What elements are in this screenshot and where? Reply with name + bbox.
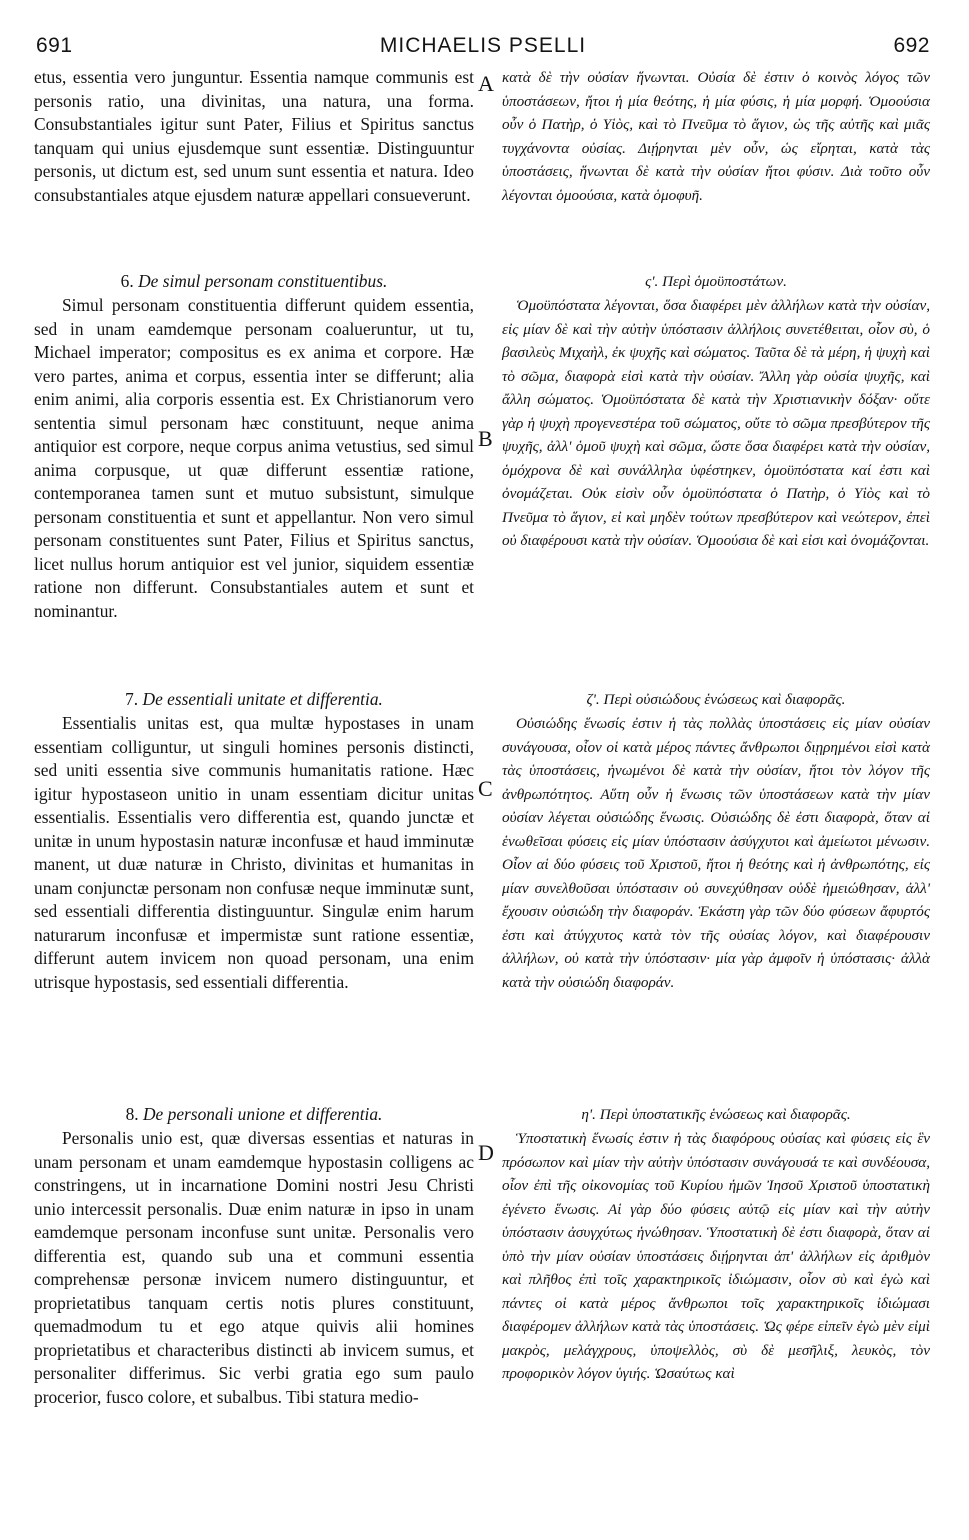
section-number: 6. <box>120 271 134 291</box>
greek-section-7-text: Οὐσιώδης ἕνωσίς ἐστιν ἡ τὰς πολλὰς ὑποστάσεις εἰς μίαν οὐσίαν συνάγουσα, οἷον οἱ κατὰ μέρος πάντες ἄνθρωποι διῃρημένοι εἰσὶ κατὰ τὰς ὑποστάσεις, ἡνωμένοι δὲ κατὰ τὴν οὐσίαν, ἤτοι τὸν λόγον τῆς ἀνθρωπότητος. Αὕτη οὖν ἡ ἕνωσις τῶν ὑποστάσεων κατὰ τὴν μίαν οὐσίαν λέγεται οὐσιώδης ἕνωσις. Οὐσιώδης δὲ ἐστι διαφορὰ, ὅταν αἱ ἑνωθεῖσαι φύσεις εἰς μίαν ὑπόστασιν ἀσύγχυτοι καὶ ἀμείωτοι μένωσιν. Οἷον αἱ δύο φύσεις τοῦ Χριστοῦ, ἤτοι ἡ θεότης καὶ ἡ ἀνθρωπότης, εἰς μίαν συνελθοῦσαι ὑπόστασιν οὐ συνεχύθησαν οὐδὲ ἠμειώθησαν, ἀλλ' ἔχουσιν οὐσιώδη τὴν διαφοράν. Ἑκάστη γὰρ τῶν δύο φύσεων ἄφυρτός ἐστι καὶ ἀτύγχυτος κατὰ τὸν τῆς οὐσίας λόγον, καὶ διαφέρουσιν ἀλλήλων, οὐ κατὰ τὴν ὑπόστασιν· μία γὰρ ἀμφοῖν ἡ ὑπόστασις· ἀλλὰ κατὰ τὴν οὐσιώδη διαφοράν. <box>502 715 930 991</box>
greek-section-8-heading: η'. Περὶ ὑποστατικῆς ἑνώσεως καὶ διαφορᾶς. <box>581 1106 851 1123</box>
greek-section-7 <box>502 688 930 994</box>
section-title: De personali unione et differentia. <box>143 1104 383 1124</box>
greek-column <box>502 66 930 1382</box>
greek-section-6-text: Ὁμοϋπόστατα λέγονται, ὅσα διαφέρει μὲν ἀλλήλων κατὰ τὴν οὐσίαν, εἰς μίαν δὲ καὶ τὴν αὐτὴν ὑπόστασιν ἀλλήλοις συνετέθειται, οἷον σὺ, ὁ βασιλεὺς Μιχαὴλ, ἐκ ψυχῆς καὶ σώματος. Ταῦτα δὲ τὰ μέρη, ἡ ψυχὴ καὶ τὸ σῶμα, διαφορὰ εἰσὶ κατὰ τὴν οὐσίαν. Ἄλλη γὰρ οὐσία ψυχῆς, καὶ ἄλλη σώματος. Ὁμοϋπόστατα δὲ κατὰ τὴν Χριστιανικὴν δόξαν· οὔτε γὰρ ἡ ψυχὴ προγενεστέρα τοῦ σώματος, οὔτε τὸ σῶμα πρεσβύτερον τῆς ψυχῆς, ἀλλ' ὁμοῦ ψυχὴ καὶ σῶμα, ὥστε ὅσα διαφέρει κατὰ τὴν οὐσίαν, ὁμόχρονα δὲ καὶ συνάλληλα ὑφέστηκεν, ὁμοϋπόστατα καί ἐστι καὶ ὀνομάζεται. Οὐκ εἰσὶν οὖν ὁμοϋπόστατα ὁ Πατὴρ, ὁ Υἱὸς καὶ τὸ Πνεῦμα τὸ ἅγιον, εἰ καὶ μηδὲν τούτων πρεσβύτερον καὶ νεώτερον, ἐπεὶ οὐ διαφέρουσι κατὰ τὴν οὐσίαν. Ὁμοούσια δὲ καὶ εἰσι καὶ ὀνομάζονται. <box>502 297 930 549</box>
greek-section-8 <box>502 1103 930 1386</box>
latin-section-8 <box>34 1103 474 1409</box>
margin-marker-c: C <box>478 776 493 801</box>
greek-section-7-heading: ζ'. Περὶ οὐσιώδους ἑνώσεως καὶ διαφορᾶς. <box>586 691 846 708</box>
margin-marker-b: B <box>478 426 493 451</box>
section-number: 7. <box>125 689 139 709</box>
latin-section-7-text: Essentialis unitas est, qua multæ hypostases in unam essentiam colliguntur, ut singuli homines personis distincti, sed uniti essentia sive communis humanitatis ratione. Hæc igitur hypostaseon unitio in unam essentiam dicitur unitas essentialis. Essentialis vero differentia est, quando junctæ et unitæ in unum hypostasin naturæ inconfusæ et haud imminutæ manent, ut duæ naturæ in Christo, divinitas et humanitas in unam conjunctæ personam non confusæ neque imminutæ sunt, sed essentiali differentia distinguuntur. Singulæ enim harum naturarum inconfusæ et impermistæ sunt ratione essentiæ, differunt autem invicem non quoad personam, una enim utrisque hypostasis, sed essentiali differentia. <box>34 713 474 992</box>
latin-column <box>34 66 474 1407</box>
greek-intro-paragraph: κατὰ δὲ τὴν οὐσίαν ἥνωνται. Οὐσία δὲ ἐστιν ὁ κοινὸς λόγος τῶν ὑποστάσεων, ἤτοι ἡ μία θεότης, ἡ μία φύσις, ἡ μία μορφή. Ὁμοούσια οὖν ὁ Πατὴρ, ὁ Υἱὸς, καὶ τὸ Πνεῦμα τὸ ἅγιον, ὡς τῆς αὐτῆς καὶ μιᾶς τυγχάνοντα οὐσίας. Διῄρηνται μὲν οὖν, ὡς εἴρηται, κατὰ τὰς ὑποστάσεις, ἥνωνται δὲ κατὰ τὴν οὐσίαν ἤτοι φύσιν. Διὰ τοῦτο οὖν λέγονται ὁμοούσια, κατὰ ὁμοφυῆ. <box>502 69 930 204</box>
greek-section-8-text: Ὑποστατικὴ ἕνωσίς ἐστιν ἡ τὰς διαφόρους οὐσίας καὶ φύσεις εἰς ἓν πρόσωπον καὶ μίαν τὴν αὐτὴν ὑπόστασιν συνάγουσά τε καὶ συνδέουσα, οἷον ἐπὶ τῆς οἰκονομίας τοῦ Κυρίου ἡμῶν Ἰησοῦ Χριστοῦ ὑποστατικὴ ἐγένετο ἕνωσις. Αἱ γὰρ δύο φύσεις αὐτῷ εἰς μίαν καὶ τὴν αὐτὴν ὑπόστασιν ἀσυγχύτως ἡνώθησαν. Ὑποστατικὴ δὲ ἐστι διαφορὰ, ὅταν αἱ ὑπὸ τὴν μίαν οὐσίαν ὑποστάσεις διῄρηνται ἀπ' ἀλλήλων εἰς ἀριθμὸν καὶ πλῆθος ἐπὶ τοῖς χαρακτηρικοῖς ἰδιώμασιν, οἷον σὺ καὶ ἐγὼ καὶ πάντες οἱ κατὰ μέρος ἄνθρωποι τοῖς χαρακτηρικοῖς ἰδιώμασι διαφέρομεν ἀλλήλων κατὰ τὰς ὑποστάσεις. Ὡς φέρε εἰπεῖν ἐγὼ μὲν εἰμὶ μακρὸς, μελάγχρους, ὑποψελλὸς, σὺ δὲ μεσῆλιξ, λευκὸς, τὸν προφορικὸν λόγον ὑγιής. Ὡσαύτως καὶ <box>502 1130 930 1382</box>
latin-section-6-text: Simul personam constituentia differunt quidem essentia, sed in unam eamdemque personam coalueruntur, ut tu, Michael imperator; compositus es ex anima et corpore. Hæ vero partes, anima et corpus, essentia inter se differunt; alia enim animi, alia corporis essentia est. Ex Christianorum vero sententia simul personam hæc constituunt, neque anima antiquior est corpore, neque corpus anima vetustius, sed simul anima corpusque, ut quæ differunt essentiæ ratione, contemporanea tamen sunt et mutuo subsistunt, simulque personam constituentia et sunt et appellantur. Non vero simul personam constituentes sunt Pater, Filius et Spiritus sanctus, licet nullus horum antiquior est vel junior, siquidem essentiæ ratione non differunt. Consubstantiales autem et sunt et nominantur. <box>34 295 474 621</box>
greek-section-6 <box>502 270 930 553</box>
left-page-number: 691 <box>36 34 73 57</box>
latin-intro-paragraph: etus, essentia vero junguntur. Essentia namque communis est personis ratio, una divinitas, una natura, una forma. Consubstantiales igitur sunt Pater, Filius et Spiritus sanctus tanquam qui unius ejusdemque sunt essentiæ. Distinguuntur personis, ut dictum est, sed unum sunt essentia et natura. Ideo consubstantiales atque ejusdem naturæ appellari consueverunt. <box>34 67 474 205</box>
margin-marker-d: D <box>478 1140 494 1165</box>
section-title: De essentiali unitate et differentia. <box>142 689 383 709</box>
section-title: De simul personam constituentibus. <box>138 271 388 291</box>
section-number: 8. <box>125 1104 139 1124</box>
latin-section-7-heading <box>34 688 474 712</box>
greek-section-6-heading: ς'. Περὶ ὁμοϋποστάτων. <box>645 273 787 290</box>
latin-section-6-heading <box>34 270 474 294</box>
latin-section-6 <box>34 270 474 623</box>
latin-section-8-text: Personalis unio est, quæ diversas essentias et naturas in unam personam et unam eamdemque hypostasin colligens ac constringens, ut in incarnatione Domini nostri Jesu Christi unio intercessit personalis. Duæ enim naturæ in ipso in unam eamdemque personam inconfuse sunt unitæ. Personalis vero differentia est, quando sub una et communi essentia comprehensæ personæ invicem numero distinguuntur, et proprietatibus tanquam certis notis plures constituunt, quemadmodum tu et ego atque quivis alii homines proprietatibus et characteribus distincti ab invicem sumus, et personaliter differimus. Sic verbi gratia ego sum paulo procerior, fusco colore, et subalbus. Tibi statura medio- <box>34 1128 474 1407</box>
right-page-number: 692 <box>893 34 930 57</box>
latin-section-8-heading <box>34 1103 474 1127</box>
running-title: MICHAELIS PSELLI <box>379 34 587 57</box>
page-header <box>36 26 930 66</box>
margin-marker-a: A <box>478 71 494 96</box>
latin-section-7 <box>34 688 474 994</box>
